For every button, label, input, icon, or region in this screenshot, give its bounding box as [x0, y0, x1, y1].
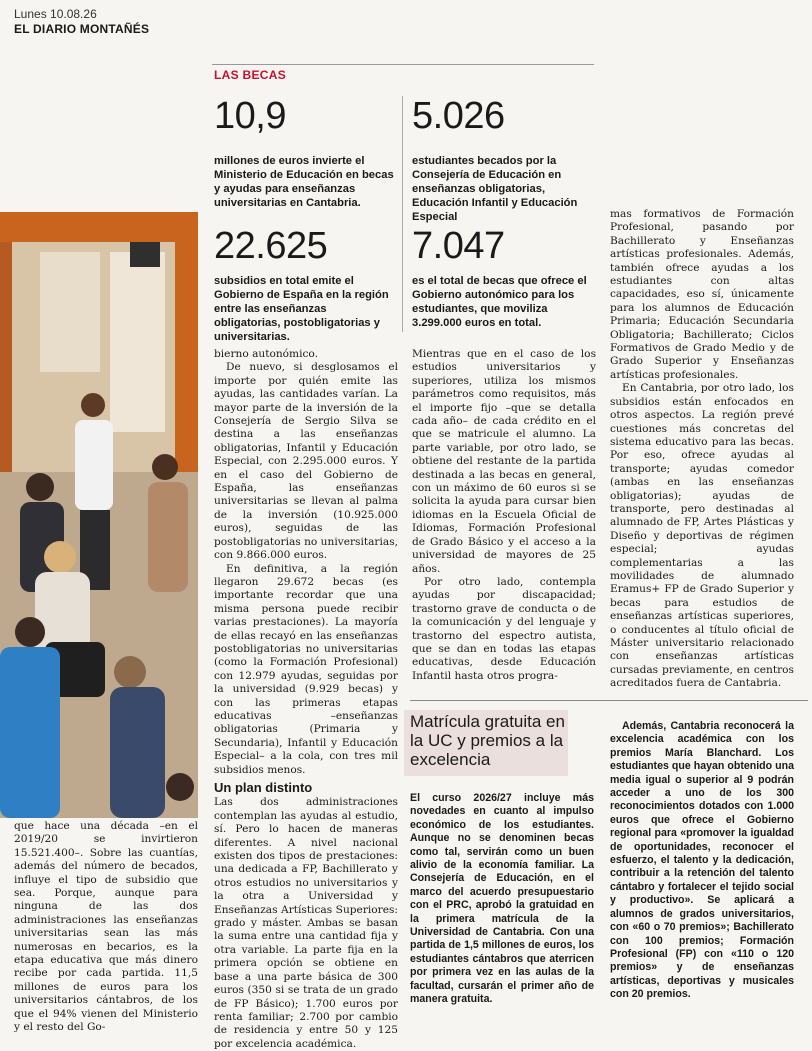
- stat-number: 5.026: [412, 95, 505, 137]
- box-title: Matrícula gratuita en la UC y premios a la excelencia: [410, 712, 565, 769]
- newspaper-name: EL DIARIO MONTAÑÉS: [14, 22, 150, 36]
- column-2: [214, 348, 398, 1051]
- column-1: [14, 820, 198, 1035]
- stat-number: 22.625: [214, 225, 328, 267]
- paragraph: mas formativos de Formación Profesional, pasando por Bachillerato y Enseñanzas artísticas profesionales. Además, también ofrece ayudas a los estudiantes con altas capacidades, eso sí, únicamente para los alumnos de Educación Primaria; Educación Secundaria Obligatoria; Bachillerato; Ciclos Formativos de Grado Medio y de Grado Superior y Enseñanzas artísticas profesionales.: [610, 208, 794, 381]
- stat-description: subsidios en total emite el Gobierno de España en la región entre las enseñanzas obligatorias, postobligatorias y universitarias.: [214, 275, 389, 343]
- stat-description: millones de euros invierte el Ministerio de Educación en becas y ayudas para enseñanzas universitarias en Cantabria.: [214, 155, 394, 209]
- column-3: [412, 348, 596, 683]
- paragraph: En Cantabria, por otro lado, los subsidios están enfocados en otros aspectos. La región prevé cuestiones más concretas del sistema educativo para las becas. Por eso, ofrece ayudas al transporte; ayudas comedor (ambas en las enseñanzas obligatorias); ayudas de transporte, pero destinadas al alumnado de FP, Artes Plásticas y Diseño y deportivas de régimen especial; ayudas complementarias a las movilidades de alumnado Eramus+ FP de Grado Superior y becas para estudios de enseñanzas artísticas superiores, o conducentes al título oficial de Máster universitario relacionado con enseñanzas artísticas cursadas previamente, en centros acreditados fuera de Cantabria.: [610, 382, 794, 690]
- paragraph: Las dos administraciones contemplan las ayudas al estudio, sí. Pero lo hacen de maneras diferentes. A nivel nacional existen dos tipos de prestaciones: una dedicada a FP, Bachillerato y otros estudios no universitarios y la otra a Universidad y Enseñanzas Artísticas Superiores: grado y máster. Ambas se basan la suma entre una cantidad fija y otra variable. La parte fija en la primera opción se obtiene en base a una parte básica de 300 euros (350 si se trata de un grado de FP Básico); 1.700 euros por renta familiar; 2.700 por cambio de residencia y entre 50 y 125 por excelencia académica.: [214, 796, 398, 1050]
- stat-description: es el total de becas que ofrece el Gobierno autonómico para los estudiantes, que moviliza 3.299.000 euros en total.: [412, 275, 587, 329]
- stat-number: 7.047: [412, 225, 505, 267]
- paragraph: que hace una década –en el 2019/20 se invirtieron 15.521.400–. Sobre las cuantías, además del número de becados, influye el tipo de subsidio que sea. Porque, aunque para ninguna de las dos administraciones las enseñanzas universitarias sean las más numerosas en becarios, es la etapa educativa que más dinero recibe por cada partida. 11,5 millones de euros para los universitarios cántabros, de los que el 94% vienen del Ministerio y el resto del Go-: [14, 820, 198, 1034]
- issue-date: Lunes 10.08.26: [14, 7, 97, 21]
- stats-top-rule: [212, 64, 594, 65]
- paragraph: El curso 2026/27 incluye más novedades en cuanto al impulso económico de los estudiantes. Aunque no se denominen becas como tal, servirán como un buen alivio de la economía familiar. La Consejería de Educación, en el marco del acuerdo presupuestario con el PRC, aprobó la gratuidad en la primera matrícula de la Universidad de Cantabria. Con una partida de 1,5 millones de euros, los estudiantes cántabros que aterricen por primera vez en las aulas de la facultad, cursarán el primer año de manera gratuita.: [410, 792, 594, 1006]
- stat-description: estudiantes becados por la Consejería de Educación en enseñanzas obligatorias, Educación Infantil y Educación Especial: [412, 155, 578, 223]
- stat-block-3: [214, 226, 396, 344]
- paragraph: De nuevo, si desglosamos el importe por quién emite las ayudas, las cantidades varían. La mayor parte de la inversión de la Consejería de Sergio Silva se destina a las enseñanzas obligatorias, Infantil y Educación Especial, con 2.295.000 euros. Y en el caso del Gobierno de España, las enseñanzas universitarias se llevan al palma de la inversión (10.925.000 euros), seguidas de las postobligatorias no universitarias, con 9.866.000 euros.: [214, 361, 398, 562]
- stats-divider: [402, 96, 403, 332]
- stat-block-4: [412, 226, 594, 330]
- paragraph: bierno autonómico.: [214, 348, 318, 360]
- subheading: Un plan distinto: [214, 780, 313, 795]
- stat-block-1: [214, 96, 396, 210]
- box-column-right: [610, 720, 794, 1002]
- box-column-left: [410, 792, 594, 1007]
- stat-block-2: [412, 96, 594, 224]
- paragraph: Además, Cantabria reconocerá la excelencia académica con los premios María Blanchard. Los estudiantes que hayan obtenido una media igual o superior al 9 podrán acceder a uno de los 300 reconocimientos dotados con 1.000 euros que ofrece el Gobierno regional para «promover la igualdad de oportunidades, reconocer el esfuerzo, el talento y la dedicación, contribuir a la retención del talento cántabro y fortalecer el tejido social y productivo». Se aplicará a alumnos de grados universitarios, con «60 o 70 premios»; Bachillerato con 100 premios; Formación Profesional (FP) con «110 o 120 premios» y de enseñanzas artísticas, deportivas y musicales con 20 premios.: [610, 720, 794, 1001]
- paragraph: En definitiva, a la región llegaron 29.672 becas (es importante recordar que una misma persona puede recibir varias prestaciones). La mayoría de ellas recayó en las enseñanzas postobligatorias no universitarias (como la Formación Profesional) con 12.979 ayudas, seguidas por la universidad (9.929 becas) y con las primeras etapas educativas –enseñanzas obligatorias (Primaria y Secundaria), Infantil y Educación Especial– a la cola, con tres mil subsidios menos.: [214, 562, 398, 776]
- stat-number: 10,9: [214, 95, 286, 137]
- students-photo: [0, 212, 198, 818]
- photo-illustration: [0, 212, 198, 818]
- paragraph: Mientras que en el caso de los estudios universitarios y superiores, utiliza los mismos parámetros como requisitos, más el importe fijo –que se detalla cada año– de cada crédito en el que se matricule el alumno. La parte variable, por otro lado, se obtiene del restante de la partida destinada a las becas en general, con un máximo de 60 euros si se solicita la ayuda para cursar bien idiomas en la Escuela Oficial de Idiomas, Formación Profesional de Grado Básico y el acceso a la universidad de mayores de 25 años.: [412, 348, 596, 575]
- box-top-rule: [410, 700, 808, 701]
- column-4: [610, 208, 794, 691]
- paragraph: Por otro lado, contempla ayudas por discapacidad; trastorno grave de conducta o de la comunicación y del lenguaje y trastorno del espectro autista, que se dan en todas las etapas educativas, desde Educación Infantil hasta otros progra-: [412, 575, 596, 682]
- section-tag: LAS BECAS: [214, 68, 287, 82]
